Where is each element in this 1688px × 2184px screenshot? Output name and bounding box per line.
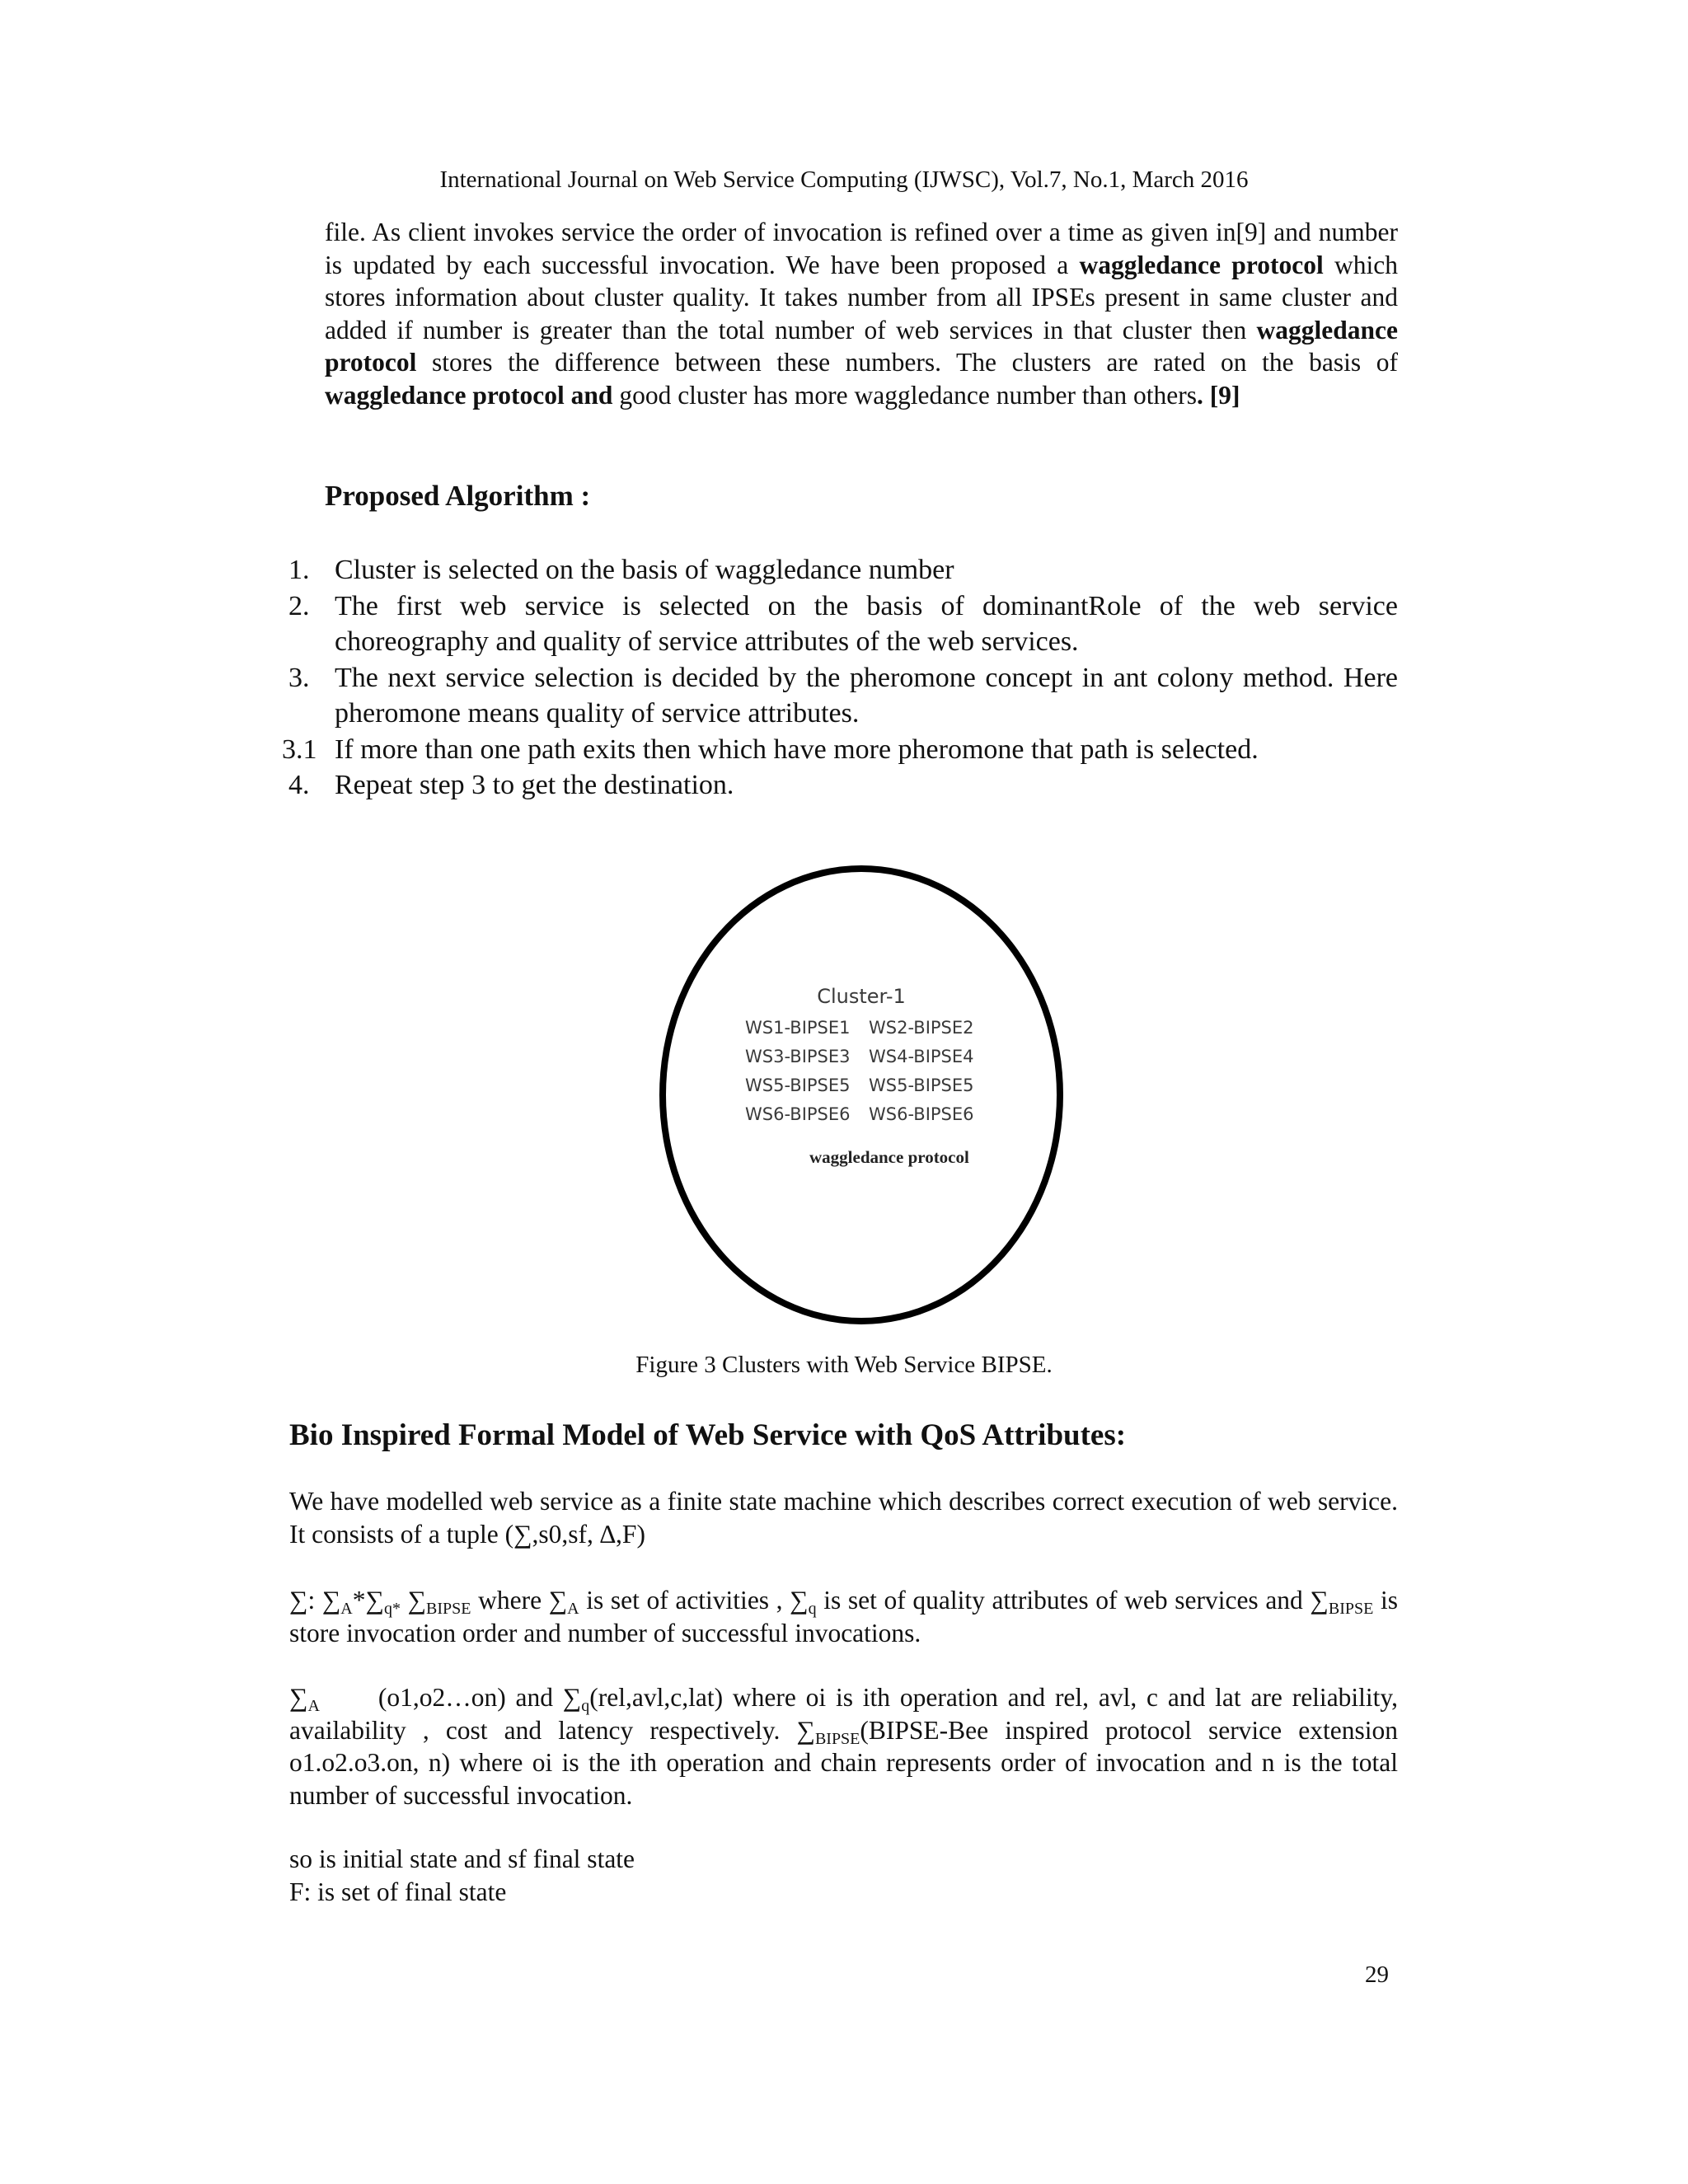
cluster-title: Cluster-1 (817, 985, 906, 1008)
text: good cluster has more waggledance number than others (612, 380, 1197, 410)
text: ∑ (400, 1586, 427, 1615)
running-header: International Journal on Web Service Computing (IJWSC), Vol.7, No.1, March 2016 (439, 166, 1249, 193)
intro-paragraph (325, 216, 1398, 412)
ws-entry: WS2-BIPSE2 (869, 1018, 974, 1038)
step-text: If more than one path exits then which have more pheromone that path is selected. (335, 733, 1259, 765)
text: *∑ (352, 1586, 384, 1615)
text: is store invocation order and number of successful invocations. (289, 1586, 1398, 1647)
step-text: Cluster is selected on the basis of waggledance number (335, 555, 954, 585)
fsm-paragraph: We have modelled web service as a finite state machine which describes correct execution of web service. It consists of a tuple (∑,s0,sf, ∆,F) (289, 1487, 1398, 1549)
step-4 (284, 767, 1398, 804)
ws-row (745, 1100, 992, 1129)
ws-entry: WS4-BIPSE4 (869, 1047, 974, 1066)
section-heading: Bio Inspired Formal Model of Web Service with QoS Attributes: (289, 1418, 1127, 1452)
ws-grid (745, 1014, 992, 1129)
ws-row (745, 1071, 992, 1100)
step-1 (284, 552, 1398, 588)
ws-entry: WS5-BIPSE5 (745, 1076, 851, 1095)
text: stores the difference between these numbers. The clusters are rated on the basis of (416, 348, 1398, 377)
step-number: 3. (288, 662, 310, 693)
text: is set of quality attributes of web services and ∑ (816, 1586, 1329, 1615)
step-3-1 (284, 732, 1398, 768)
ws-entry: WS1-BIPSE1 (745, 1018, 851, 1038)
step-number: 3.1 (282, 733, 317, 765)
text: (o1,o2…on) and ∑ (319, 1683, 582, 1712)
text: (rel,avl,c,lat) where oi is ith operation and rel, avl, c and lat are reliability, availability , cost and latency respectively. ∑ (289, 1683, 1399, 1745)
step-text: Repeat step 3 to get the destination. (335, 770, 734, 800)
subscript: BIPSE (814, 1729, 860, 1748)
text: ∑ (289, 1683, 308, 1712)
text: where ∑ (471, 1586, 568, 1615)
step-number: 1. (288, 555, 310, 585)
subscript: A (567, 1600, 579, 1618)
operations-paragraph (289, 1681, 1398, 1811)
algorithm-steps (284, 552, 1398, 804)
ws-row (745, 1014, 992, 1043)
text: ∑: ∑ (289, 1586, 341, 1615)
bold-term: waggledance protocol (325, 315, 1398, 377)
subscript: q (581, 1697, 590, 1715)
ws-entry: WS5-BIPSE5 (869, 1076, 974, 1095)
ws-entry: WS6-BIPSE6 (869, 1104, 974, 1124)
step-number: 2. (288, 590, 310, 621)
text-line: so is initial state and sf final state (289, 1844, 635, 1873)
bold-term: waggledance protocol (1079, 250, 1324, 279)
page-number: 29 (1365, 1961, 1389, 1988)
ws-entry: WS6-BIPSE6 (745, 1104, 851, 1124)
ws-entry: WS3-BIPSE3 (745, 1047, 851, 1066)
subscript: BIPSE (1328, 1600, 1374, 1618)
text: (BIPSE-Bee inspired protocol service extension o1.o2.o3.on, n) where oi is the ith operation and chain represents order of invocation and n is the total number of successful invocation. (289, 1715, 1398, 1810)
text: file. As client invokes service the order of invocation is refined over a time as given in[9] and number is updated by each successful invocation. We have been proposed a (325, 218, 1398, 279)
sigma-definition (289, 1584, 1398, 1649)
step-text: The next service selection is decided by the pheromone concept in ant colony method. Here pheromone means quality of service attributes. (335, 662, 1398, 729)
ws-row (745, 1043, 992, 1071)
step-3 (284, 660, 1398, 732)
subscript: A (340, 1600, 353, 1618)
figure-caption: Figure 3 Clusters with Web Service BIPSE. (635, 1352, 1053, 1378)
citation: . [9] (1196, 380, 1240, 410)
step-text: The first web service is selected on the basis of dominantRole of the web service choreography and quality of service attributes of the web services. (335, 590, 1398, 657)
subscript: q (808, 1600, 817, 1618)
algorithm-heading: Proposed Algorithm : (325, 480, 591, 512)
protocol-label: waggledance protocol (809, 1147, 969, 1167)
step-number: 4. (288, 770, 310, 800)
bold-term: waggledance protocol and (325, 380, 613, 410)
step-2 (284, 588, 1398, 660)
subscript: A (307, 1697, 320, 1715)
text-line: F: is set of final state (289, 1877, 507, 1906)
states-paragraph (289, 1843, 1398, 1908)
subscript: q* (383, 1600, 401, 1618)
text: is set of activities , ∑ (579, 1586, 809, 1615)
text: which stores information about cluster quality. It takes number from all IPSEs present in same cluster and added if number is greater than the total number of web services in that cluster then (325, 250, 1398, 344)
cluster-figure (659, 865, 1071, 1335)
subscript: BIPSE (426, 1600, 471, 1618)
cluster-contents (659, 865, 1063, 1324)
